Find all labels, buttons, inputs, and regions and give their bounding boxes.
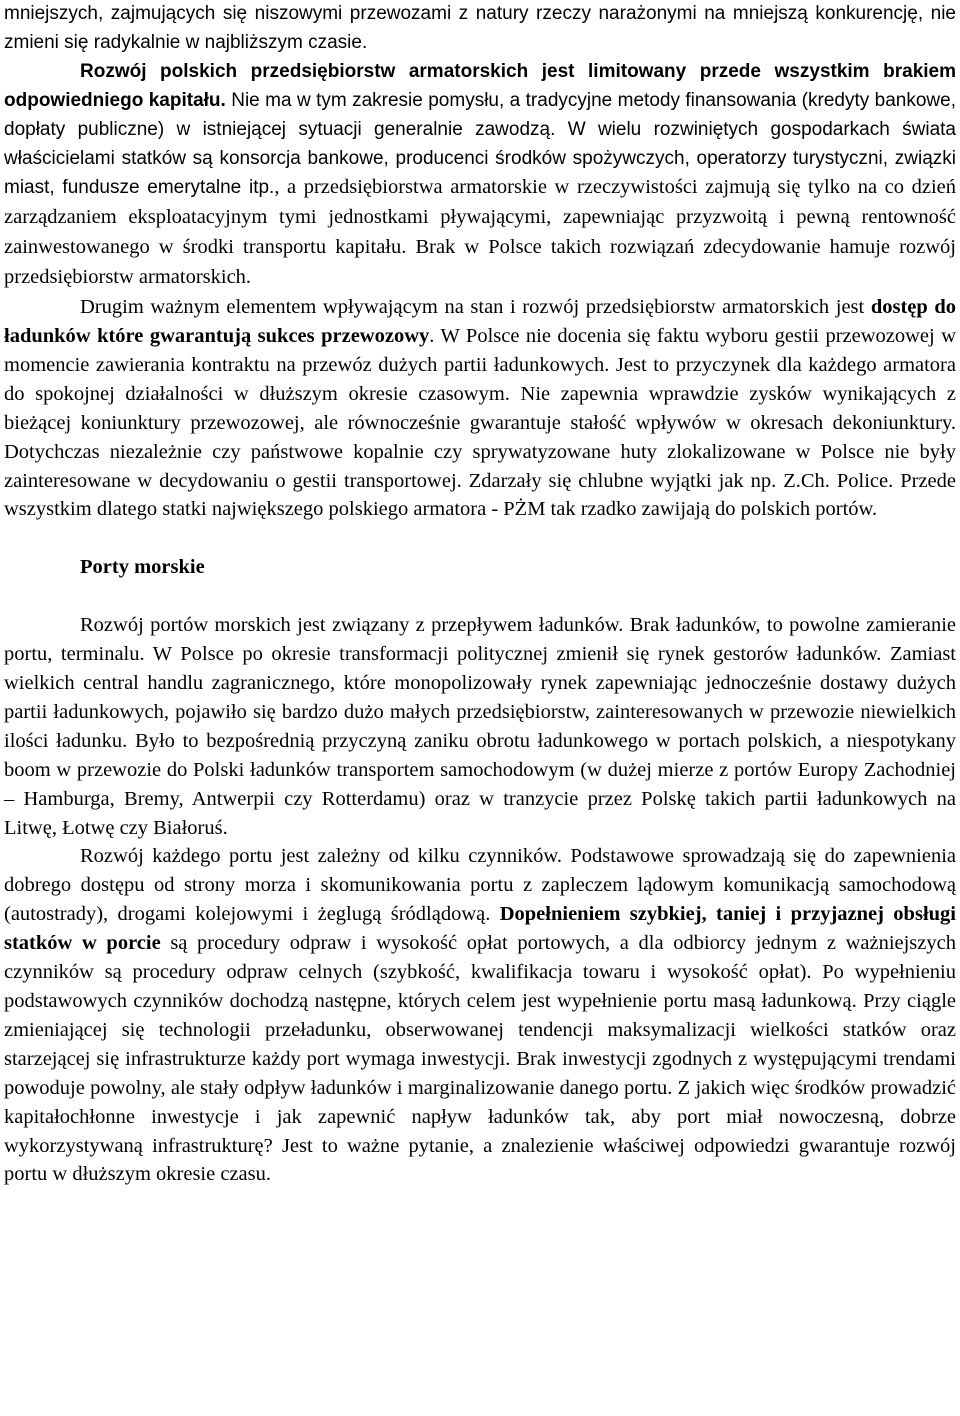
paragraph-ports-cargo-flow [4,611,956,842]
paragraph-text: . W Polsce nie docenia się faktu wyboru gestii przewozowej w momencie zawierania kontraktu na przewóz dużych partii ładunkowych. Jest to przyczynek dla każdego armatora do spokojnej działalności w dłuższym okresie czasowym. Nie zapewnia wprawdzie zysków wynikających z bieżącej koniunktury przewozowej, ale równocześnie gwarantuje stałość wpływów w okresach dekoniunktury. Dotychczas niezależnie czy państwowe kopalnie czy sprywatyzowane huty zlokalizowane w Polsce nie były zainteresowane w decydowaniu o gestii transportowej. Zdarzały się chlubne wyjątki jak np. Z.Ch. Police. Przede wszystkim dlatego statki największego polskiego armatora - PŻM tak rzadko zawijają do polskich portów. [4,324,957,521]
paragraph-text: Nie ma w tym zakresie pomysłu, a tradycyjne metody finansowania (kredyty bankowe, dopłaty publiczne) w istniejącej sytuacji generalnie zawodzą. W wielu rozwiniętych gospodarkach świata właścicielami statków są konsorcja bankowe, producenci środków spożywczych, operatorzy turystyczni, związki miast, fundusze emerytalne itp. [4,89,956,199]
paragraph-text: Rozwój każdego portu jest zależny od kilku czynników. Podstawowe sprowadzają się do zapewnienia dobrego dostępu od strony morza i skomunikowania portu z zapleczem lądowym komunikacją samochodową (autostrady), drogami kolejowymi i żeglugą śródlądową. [4,845,956,926]
paragraph-armator-capital [4,58,956,293]
paragraph-cargo-access [4,293,956,524]
spacer [4,524,956,553]
paragraph-text: mniejszych, zajmujących się niszowymi przewozami z natury rzeczy narażonymi na mniejszą konkurencję, nie zmieni się radykalnie w najbliższym czasie. [4,3,956,53]
bold-statement: dostęp do ładunków które gwarantują sukces przewozowy [4,296,957,347]
paragraph-text-serif: , a przedsiębiorstwa armatorskie w rzeczywistości zajmują się tylko na co dzień zarządzaniem eksploatacyjnym tymi jednostkami pływającymi, zapewniając przyzwoitą i pewną rentowność zainwestowanego w środki transportu kapitału. Brak w Polsce takich rozwiązań zdecydowanie hamuje rozwój przedsiębiorstw armatorskich. [4,176,956,289]
spacer [4,582,956,611]
paragraph-text: Rozwój portów morskich jest związany z przepływem ładunków. Brak ładunków, to powolne zamieranie portu, terminalu. W Polsce po okresie transformacji politycznej zmienił się rynek gestorów ładunków. Zamiast wielkich central handlu zagranicznego, które monopolizowały rynek zapewniając jednocześnie dostawy dużych partii ładunkowych, pojawiło się bardzo dużo małych przedsiębiorstw, zainteresowanych w przewozie niewielkich ilości ładunku. Było to bezpośrednią przyczyną zaniku obrotu ładunkowego w portach polskich, a niespotykany boom w przewozie do Polski ładunków transportem samochodowym (w dużej mierze z portów Europy Zachodniej – Hamburga, Bremy, Antwerpii czy Rotterdamu) oraz w tranzycie przez Polskę takich partii ładunkowych na Litwę, Łotwę czy Białoruś. [4,614,956,839]
paragraph-text: Drugim ważnym elementem wpływającym na stan i rozwój przedsiębiorstw armatorskich jest [80,296,871,319]
paragraph-text: są procedury odpraw i wysokość opłat portowych, a dla odbiorcy jednym z ważniejszych czynników są procedury odpraw celnych (szybkość, kwalifikacja towaru i wysokość opłat). Po wypełnieniu podstawowych czynników dochodzą następne, których celem jest wypełnienie portu masą ładunkową. Przy ciągle zmieniającej się technologii przeładunku, obserwowanej tendencji maksymalizacji wielkości statków oraz starzejącej się infrastrukturze każdy port wymaga inwestycji. Brak inwestycji zgodnych z występującymi trendami powoduje powolny, ale stały odpływ ładunków i marginalizowanie danego portu. Z jakich więc środków prowadzić kapitałochłonne inwestycje i jak zapewnić napływ ładunków tak, aby port miał nowoczesną, dobrze wykorzystywaną infrastrukturę? Jest to ważne pytanie, a znalezienie właściwej odpowiedzi gwarantuje rozwój portu w dłuższym okresie czasu. [4,932,956,1186]
bold-statement: Dopełnieniem szybkiej, taniej i przyjaznej obsługi statków w porcie [4,903,956,955]
paragraph-continuation [4,0,956,58]
bold-statement: Rozwój polskich przedsiębiorstw armatorskich jest limitowany przede wszystkim brakiem odpowiedniego kapitału. [4,60,956,111]
paragraph-port-development [4,842,956,1189]
section-heading: Porty morskie [80,556,205,579]
